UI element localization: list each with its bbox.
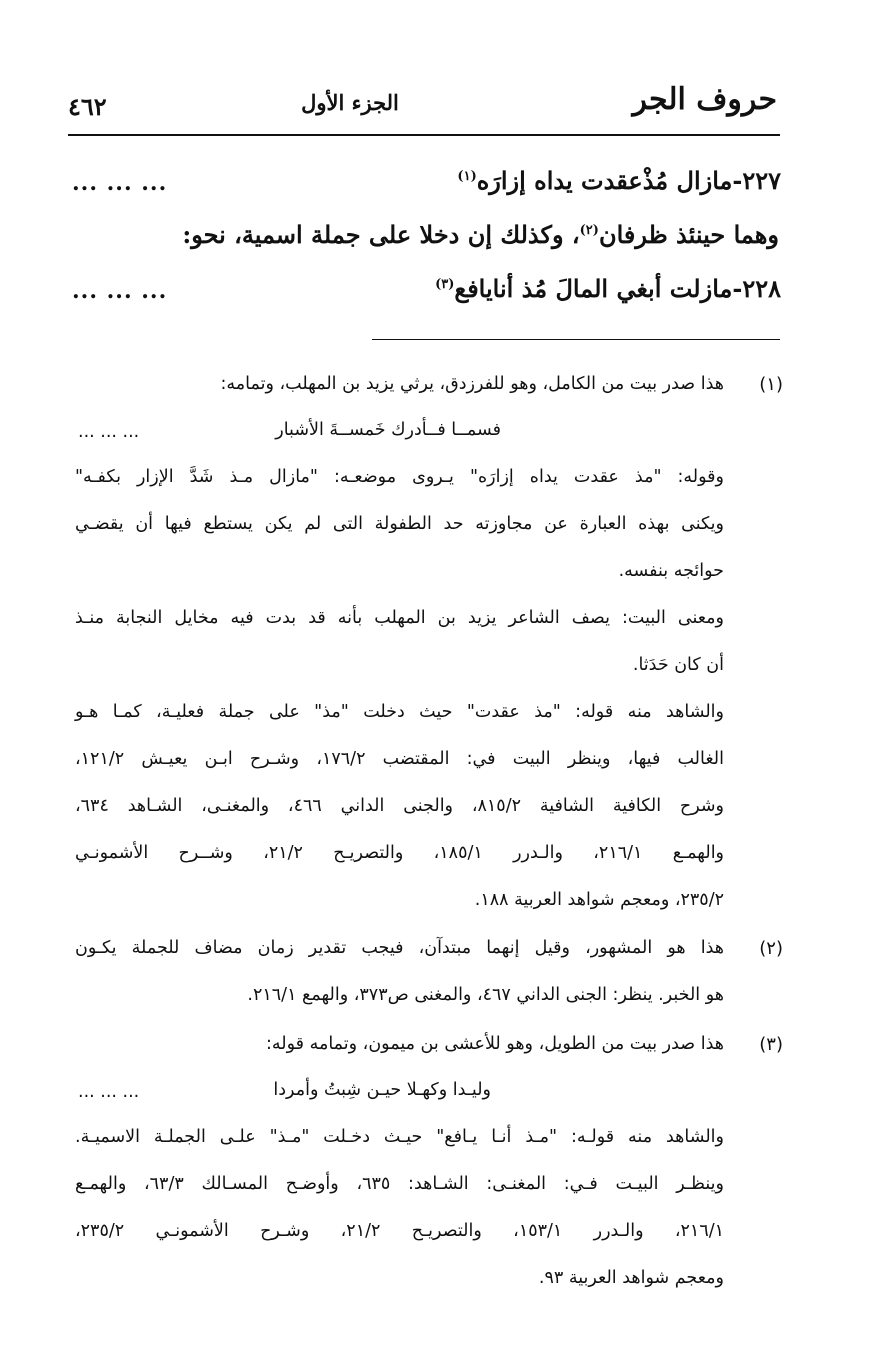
footnote-ref-1: (١) <box>457 169 477 184</box>
verse-227 <box>457 166 781 195</box>
footnote-1-line-5: حوائجه بنفسه. <box>618 561 724 581</box>
footnote-1-line-4: ويكنى بهذه العبارة عن مجاوزته حد الطفولة التى لم يكن يستطع فيها أن يقضـي <box>75 514 724 534</box>
footnote-1-number: (١) <box>759 374 783 395</box>
header-rule <box>68 134 780 136</box>
footnote-ref-3: (٣) <box>435 277 455 292</box>
footnote-1-line-6: ومعنى البيت: يصف الشاعر يزيد بن المهلب بأنه قد بدت فيه مخايل النجابة منـذ <box>75 608 724 628</box>
footnote-1-line-10: وشرح الكافية الشافية ٨١٥/٢، والجنى الداني ٤٦٦، والمغنـى، الشـاهد ٦٣٤، <box>75 796 724 816</box>
footnote-1-line-8: والشاهد منه قوله: "مذ عقدت" حيث دخلت "مذ" على جملة فعليـة، كمـا هـو <box>75 702 724 722</box>
verse-228-ellipsis: ... ... ... <box>72 278 168 304</box>
verse-227-ellipsis: ... ... ... <box>72 170 168 196</box>
footnote-1-line-1: هذا صدر بيت من الكامل، وهو للفرزدق، يرثي يزيد بن المهلب، وتمامه: <box>220 374 724 394</box>
text-line-2-b: ، وكذلك إن دخلا على جملة اسمية، نحو: <box>182 220 580 249</box>
footnote-2-number: (٢) <box>759 938 783 959</box>
footnote-3-line-1: هذا صدر بيت من الطويل، وهو للأعشى بن ميمون، وتمامه قوله: <box>266 1034 724 1054</box>
footnote-separator <box>372 339 780 340</box>
footnote-1-line-11: والهمـع ٢١٦/١، والـدرر ١٨٥/١، والتصريـح ٢١/٢، وشــرح الأشمونـي <box>75 843 725 863</box>
text-line-2 <box>182 220 779 249</box>
footnote-1-line-7: أن كان حَدَثا. <box>632 655 724 675</box>
footnote-1-line-12: ٢٣٥/٢، ومعجم شواهد العربية ١٨٨. <box>474 890 724 910</box>
footnote-1-line-3: وقوله: "مذ عقدت يداه إزارَه" يـروى موضعـه: "مازال مـذ شَدَّ الإزار بكفـه" <box>75 467 724 487</box>
footnote-1-verse-ellipsis: ... ... ... <box>78 422 140 442</box>
footnote-1-line-9: الغالب فيها، وينظر البيت في: المقتضب ١٧٦/٢، وشـرح ابـن يعيـش ١٢١/٢، <box>75 749 724 769</box>
verse-228-text: ٢٢٨-مازلت أبغي المالَ مُذ أنايافع <box>454 274 781 303</box>
footnote-ref-2: (٢) <box>579 223 599 238</box>
text-line-2-a: وهما حينئذ ظرفان <box>598 220 779 249</box>
verse-228 <box>435 274 781 303</box>
footnote-3-number: (٣) <box>759 1034 783 1055</box>
footnote-3-line-5: ٢١٦/١، والـدرر ١٥٣/١، والتصريـح ٢١/٢، وشـرح الأشمونـي ٢٣٥/٢، <box>75 1221 725 1241</box>
page-number: ٤٦٢ <box>68 92 107 121</box>
chapter-title: حروف الجر <box>632 82 777 117</box>
footnote-3-line-6: ومعجم شواهد العربية ٩٣. <box>538 1268 724 1288</box>
footnote-3-line-3: والشاهد منه قولـه: "مـذ أنـا يـافع" حيـث دخـلت "مـذ" علـى الجملـة الاسميـة. <box>75 1127 724 1147</box>
footnote-3-line-4: وينظـر البيـت فـي: المغنـى: الشـاهد: ٦٣٥، وأوضـح المسـالك ٦٣/٣، والهمـع <box>75 1174 724 1194</box>
footnote-1-verse: فسمــا فــأدرك خَمســةَ الأشبار <box>275 420 501 440</box>
part-title: الجزء الأول <box>301 90 399 115</box>
footnote-2-line-1: هذا هو المشهور، وقيل إنهما مبتدآن، فيجب تقدير زمان مضاف للجملة يكـون <box>75 938 724 958</box>
footnote-3-verse: وليـدا وكهـلا حيـن شِبتُ وأمردا <box>273 1080 491 1100</box>
footnote-3-verse-ellipsis: ... ... ... <box>78 1082 140 1102</box>
verse-227-text: ٢٢٧-مازال مُذْعقدت يداه إزارَه <box>476 166 781 195</box>
footnote-2-line-2: هو الخبر. ينظر: الجنى الداني ٤٦٧، والمغنى ص٣٧٣، والهمع ٢١٦/١. <box>247 985 724 1005</box>
